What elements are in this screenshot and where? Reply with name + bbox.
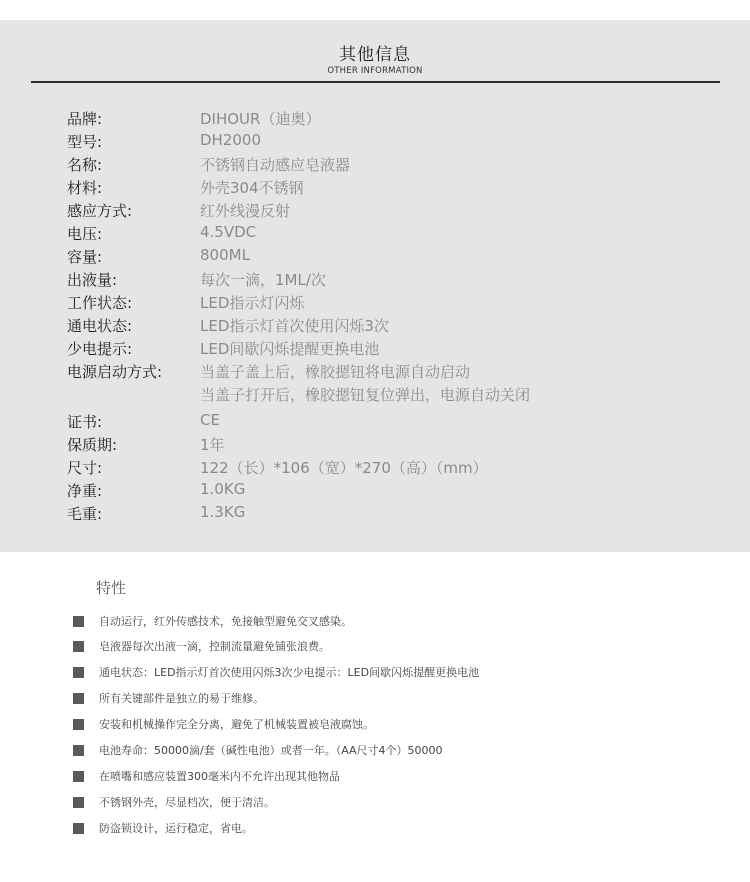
spec-row-material — [0, 177, 750, 200]
spec-value: 1年 — [200, 436, 225, 454]
spec-label: 保质期: — [67, 436, 118, 454]
square-bullet-icon — [73, 641, 84, 652]
section-title: 其他信息 — [339, 45, 411, 65]
feature-item — [19, 768, 731, 786]
spec-value: 800ML — [200, 246, 250, 264]
spec-label: 净重: — [67, 482, 103, 500]
spec-row-sensing-method — [0, 200, 750, 223]
spec-row-power-on-state — [0, 315, 750, 338]
feature-item — [19, 664, 731, 682]
square-bullet-icon — [73, 745, 84, 756]
spec-label: 尺寸: — [67, 459, 103, 477]
spec-value: 122（长）*106（宽）*270（高）（mm） — [200, 459, 488, 477]
spec-label: 出液量: — [67, 271, 118, 289]
spec-row-warranty — [0, 434, 750, 457]
square-bullet-icon — [73, 823, 84, 834]
spec-value: 每次一滴，1ML/次 — [200, 271, 326, 289]
spec-row-certificate — [0, 411, 750, 434]
spec-label: 感应方式: — [67, 202, 133, 220]
feature-text: 防盗锁设计，运行稳定，省电。 — [99, 822, 253, 835]
spec-value: LED指示灯首次使用闪烁3次 — [200, 317, 389, 335]
feature-item — [19, 613, 731, 631]
spec-value: 4.5VDC — [200, 223, 257, 241]
square-bullet-icon — [73, 667, 84, 678]
spec-row-voltage — [0, 223, 750, 246]
spec-value: CE — [200, 411, 220, 429]
spec-row-model — [0, 131, 750, 154]
spec-value: 当盖子打开后，橡胶摁钮复位弹出，电源自动关闭 — [200, 386, 531, 404]
square-bullet-icon — [73, 693, 84, 704]
feature-item — [19, 716, 731, 734]
spec-value: 外壳304不锈钢 — [200, 179, 304, 197]
features-panel — [19, 552, 731, 856]
header-divider — [31, 81, 720, 83]
spec-row-low-battery — [0, 338, 750, 361]
feature-item — [19, 690, 731, 708]
spec-label: 材料: — [67, 179, 103, 197]
spec-label: 型号: — [67, 133, 103, 151]
feature-item — [19, 742, 731, 760]
spec-label: 容量: — [67, 248, 103, 266]
square-bullet-icon — [73, 771, 84, 782]
spec-row-brand — [0, 108, 750, 131]
spec-label: 工作状态: — [67, 294, 133, 312]
spec-value: 1.3KG — [200, 503, 246, 521]
spec-label: 名称: — [67, 156, 103, 174]
feature-text: 不锈钢外壳，尽显档次，便于清洁。 — [99, 796, 275, 809]
spec-value: DH2000 — [200, 131, 262, 149]
spec-row-output — [0, 269, 750, 292]
spec-row-power-start — [0, 361, 750, 384]
spec-row-name — [0, 154, 750, 177]
spec-label: 电源启动方式: — [67, 363, 163, 381]
spec-label: 通电状态: — [67, 317, 133, 335]
spec-row-working-state — [0, 292, 750, 315]
features-title: 特性 — [96, 579, 127, 597]
spec-label: 品牌: — [67, 110, 103, 128]
spec-row-dimensions — [0, 457, 750, 480]
spec-value: 当盖子盖上后，橡胶摁钮将电源自动启动 — [200, 363, 471, 381]
square-bullet-icon — [73, 797, 84, 808]
feature-text: 所有关键部件是独立的易于维修。 — [99, 692, 264, 705]
feature-text: 自动运行，红外传感技术，免接触型避免交叉感染。 — [99, 615, 352, 628]
square-bullet-icon — [73, 616, 84, 627]
spec-row-capacity — [0, 246, 750, 269]
feature-text: 通电状态：LED指示灯首次使用闪烁3次少电提示：LED间歇闪烁提醒更换电池 — [99, 666, 480, 679]
spec-label: 毛重: — [67, 505, 103, 523]
section-subtitle: OTHER INFORMATION — [327, 66, 423, 76]
other-information-panel — [0, 20, 750, 552]
feature-text: 电池寿命：50000滴/套（碱性电池）或者一年。（AA尺寸4个）50000 — [99, 744, 443, 757]
spec-label: 少电提示: — [67, 340, 133, 358]
spec-row-gross-weight — [0, 503, 750, 526]
spec-value: LED指示灯闪烁 — [200, 294, 305, 312]
feature-text: 安装和机械操作完全分离，避免了机械装置被皂液腐蚀。 — [99, 718, 374, 731]
spec-label: 证书: — [67, 413, 103, 431]
spec-value: 不锈钢自动感应皂液器 — [200, 156, 351, 174]
spec-row-net-weight — [0, 480, 750, 503]
spec-label: 电压: — [67, 225, 103, 243]
feature-text: 在喷嘴和感应装置300毫米内不允许出现其他物品 — [99, 770, 340, 783]
feature-item — [19, 794, 731, 812]
feature-item — [19, 820, 731, 838]
spec-row-power-start-cont — [0, 384, 750, 407]
square-bullet-icon — [73, 719, 84, 730]
spec-value: 红外线漫反射 — [200, 202, 291, 220]
feature-item — [19, 638, 731, 656]
feature-text: 皂液器每次出液一滴，控制流量避免铺张浪费。 — [99, 640, 330, 653]
spec-value: DIHOUR（迪奥） — [200, 110, 321, 128]
spec-value: 1.0KG — [200, 480, 246, 498]
spec-value: LED间歇闪烁提醒更换电池 — [200, 340, 380, 358]
